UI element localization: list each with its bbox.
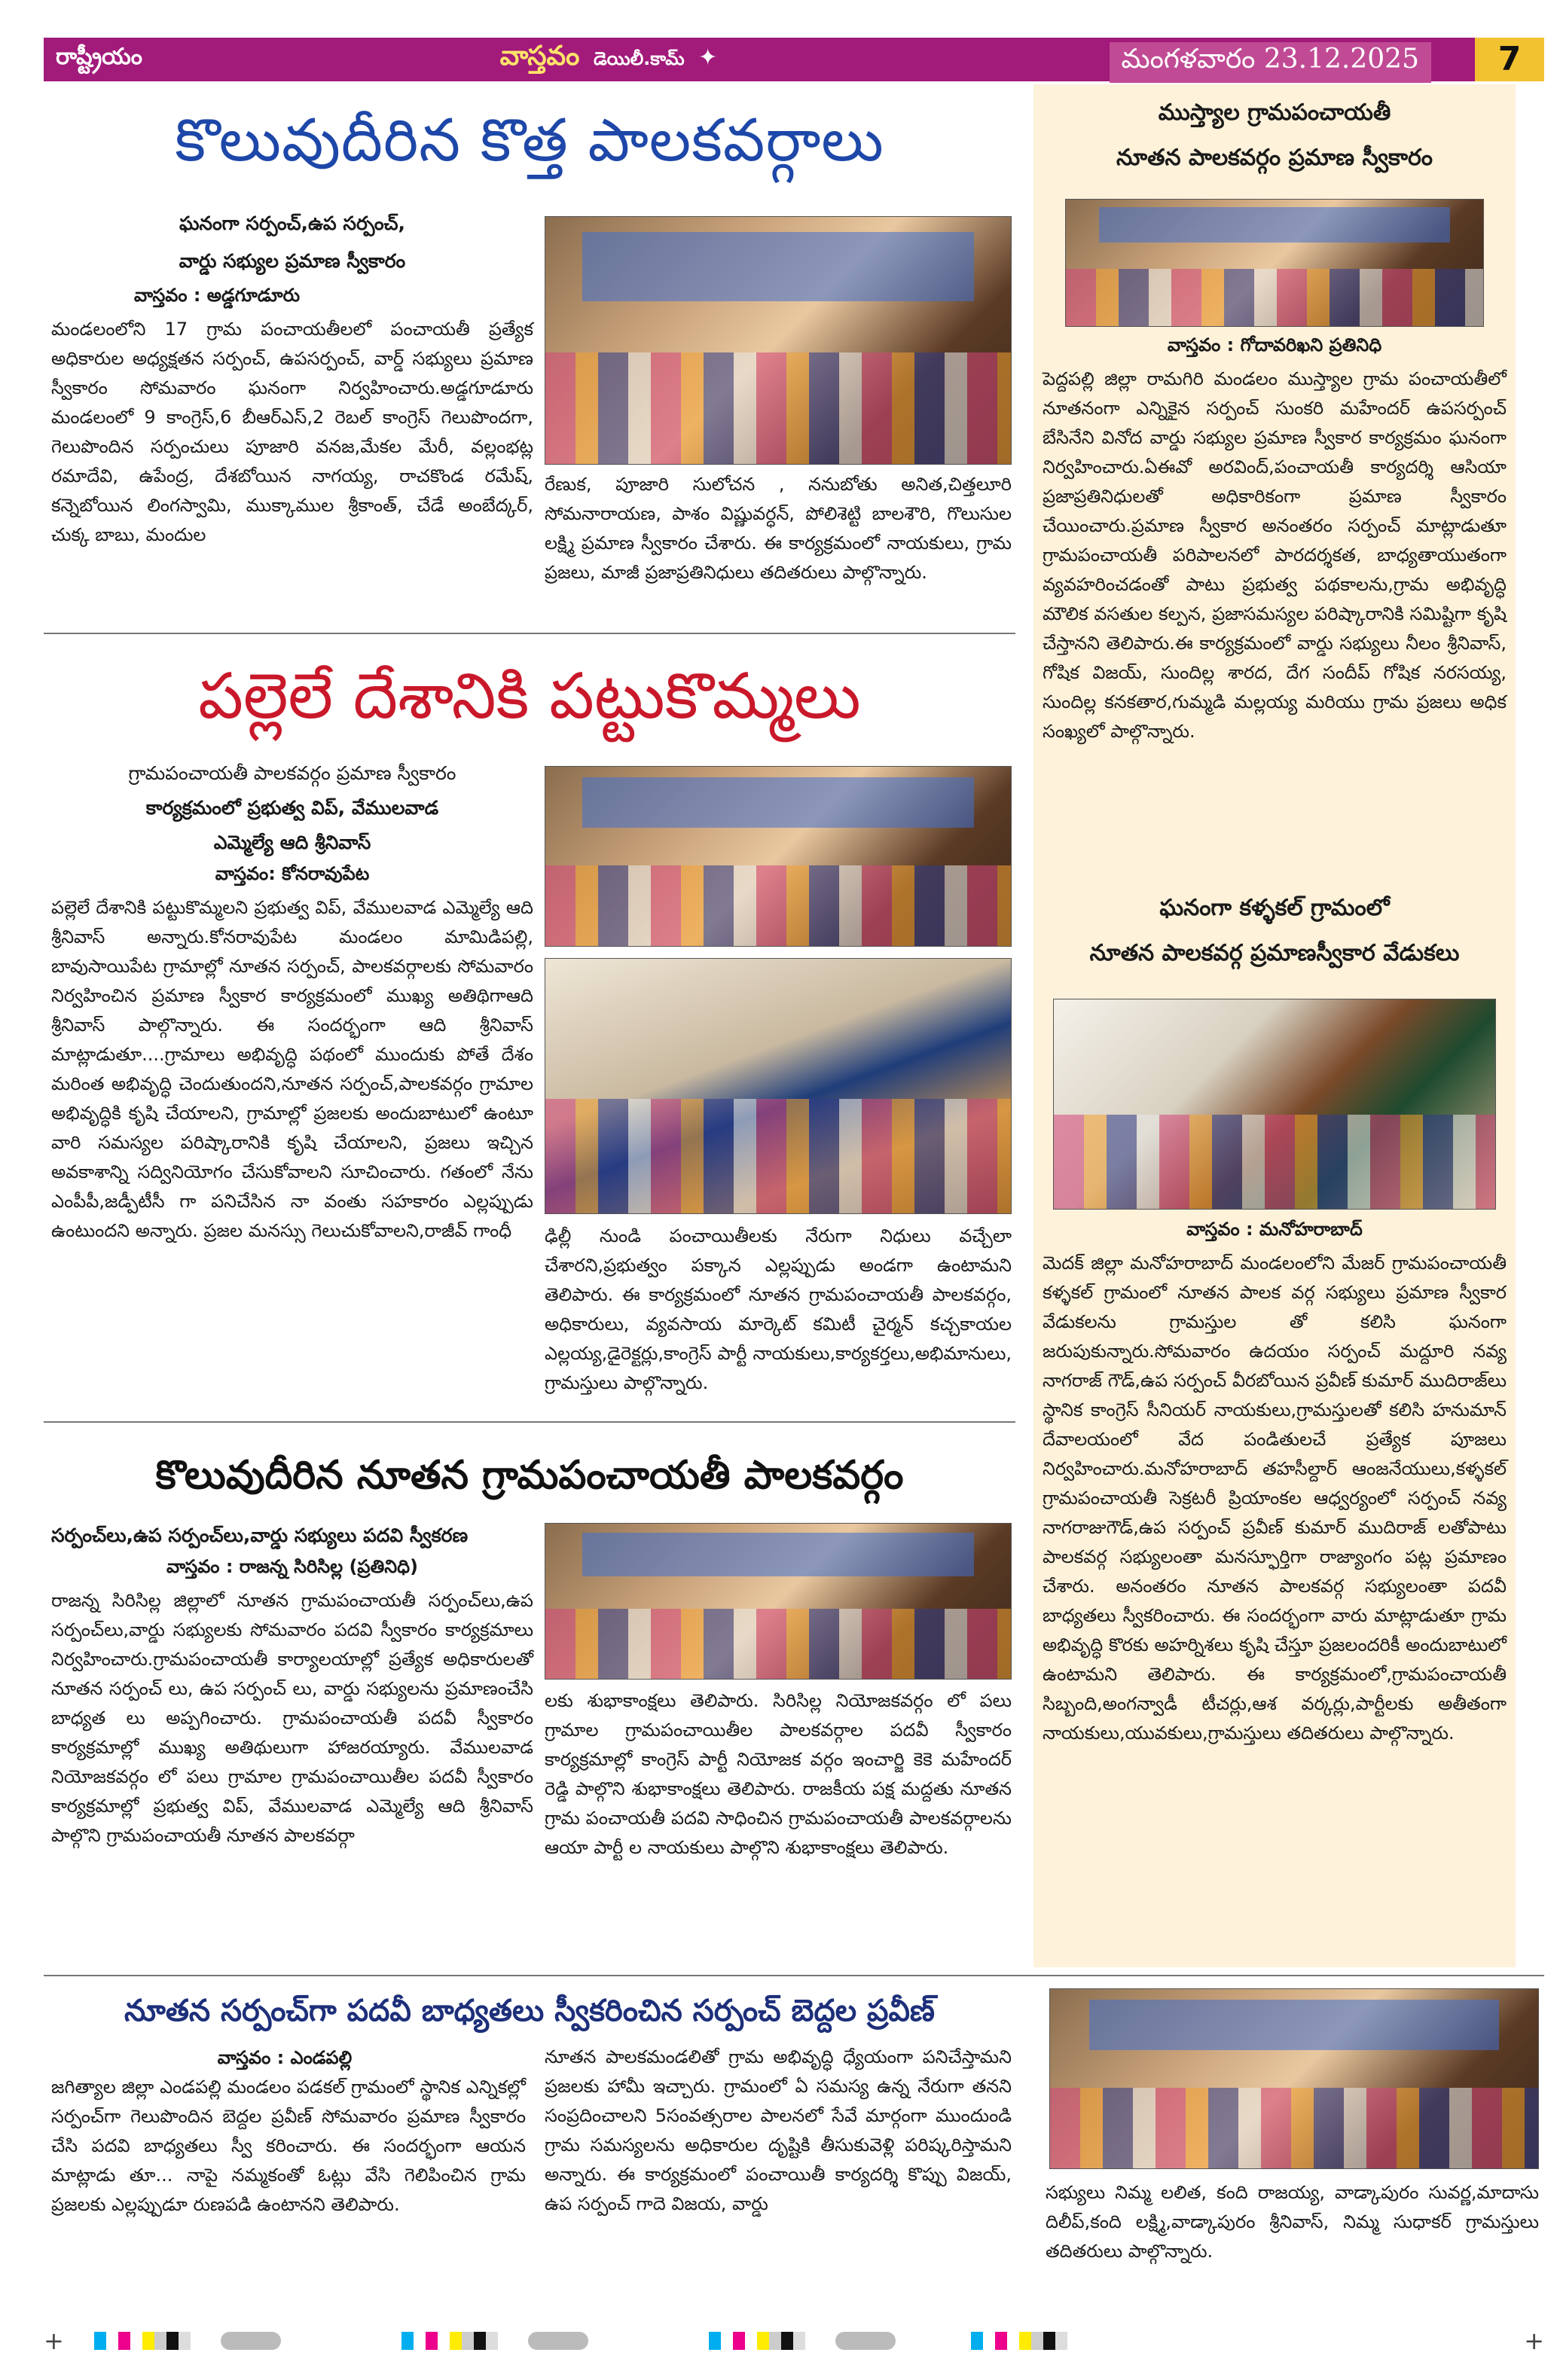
story-2-kicker-2: కార్యక్రమంలో ప్రభుత్వ విప్, వేములవాడ [145,797,439,819]
issue-date: మంగళవారం 23.12.2025 [1110,42,1431,83]
side-2-body: మెదక్ జిల్లా మనోహరాబాద్ మండలంలోని మేజర్ గ్రామపంచాయతీ కళ్ళకల్ గ్రామంలో నూతన పాలక వర్గ సభ్యులు ప్రమాణ స్వీకార వేడుకలను గ్రామస్తుల తో కలిసి ఘనంగా జరుపుకున్నారు.సోమవారం ఉదయం సర్పంచ్ మద్దూరి నవ్య నాగరాజ్ గౌడ్,ఉప సర్పంచ్ వీరబోయిన ప్రవీణ్ కుమార్ ముదిరాజ్‌లు స్థానిక కాంగ్రెస్ సీనియర్ నాయకులు,గ్రామస్తులతో కలిసి హనుమాన్ దేవాలయంలో వేద పండితులచే ప్రత్యేక పూజలు నిర్వహించారు.మనోహరాబాద్ తహసీల్దార్ ఆంజనేయులు,కళ్ళకల్ గ్రామపంచాయతీ సెక్రటరీ ప్రియాంకల ఆధ్వర్యంలో సర్పంచ్ నవ్య నాగరాజుగౌడ్,ఉప సర్పంచ్ ప్రవీణ్ కుమార్ ముదిరాజ్ లతోపాటు పాలకవర్గ సభ్యులంతా మనస్ఫూర్తిగా రాజ్యాంగం పట్ల ప్రమాణం చేశారు. అనంతరం నూతన పాలకవర్గ సభ్యులంతా పదవీ బాధ్యతలు స్వీకరించారు. ఈ సందర్భంగా వారు మాట్లాడుతూ గ్రామ అభివృద్ధి కొరకు అహర్నిశలు కృషి చేస్తూ ప్రజలందరికీ అందుబాటులో ఉంటామని తెలిపారు. ఈ కార్యక్రమంలో,గ్రామపంచాయతీ సిబ్బంది,అంగన్వాడీ టీచర్లు,ఆశ వర్కర్లు,పార్టీలకు అతీతంగా నాయకులు,యువకులు,గ్రామస్తులు తదితరులు పాల్గొన్నారు. [1043,1253,1507,1744]
story-2-photo-2 [545,958,1012,1214]
story-3-photo [545,1523,1012,1680]
story-1-headline: కొలువుదీరిన కొత్త పాలకవర్గాలు [175,107,884,175]
color-bar [401,2332,498,2350]
story-3-kicker-1: సర్పంచ్‌లు,ఉప సర్పంచ్‌లు,వార్డు సభ్యులు పదవి స్వీకరణ [51,1524,469,1546]
story-3-headline: కొలువుదీరిన నూతన గ్రామపంచాయతీ పాలకవర్గం [155,1452,904,1498]
side-1-headline-1: ముస్త్యాల గ్రామపంచాయతీ [1158,99,1391,126]
story-4-photo-caption: సభ్యులు నిమ్మ లలిత, కంది రాజయ్య, వాడ్కాపురం సువర్ణ,మాదాసు దిలీప్,కంది లక్ష్మి,వాడ్కాపురం శ్రీనివాస్, నిమ్మ సుధాకర్ గ్రామస్తులు తదితరులు పాల్గొన్నారు. [1046,2182,1539,2262]
color-bar [709,2332,805,2350]
divider [44,633,1015,634]
story-4 [44,1981,1544,2320]
bird-logo-icon: ✦ [698,44,718,71]
side-2-dateline: వాస్తవం : మనోహరాబాద్ [1186,1219,1363,1240]
story-4-body-mid: నూతన పాలకమండలితో గ్రామ అభివృద్ధి ధ్యేయంగా పనిచేస్తామని ప్రజలకు హామీ ఇచ్చారు. గ్రామంలో ఏ సమస్య ఉన్న నేరుగా తనని సంప్రదించాలని 5సంవత్సరాల పాలనలో సేవే మార్గంగా ముందుండి గ్రామ సమస్యలను అధికారుల దృష్టికి తీసుకువెళ్లి పరిష్కరిస్తామని అన్నారు. ఈ కార్యక్రమంలో పంచాయితీ కార్యదర్శి కొప్పు విజయ్, ఉప సర్పంచ్ గాదె విజయ, వార్డు [545,2046,1012,2214]
story-1-photo [545,216,1012,465]
registration-pill [835,2332,896,2350]
story-2-dateline: వాస్తవం: కోనరావుపేట [215,863,370,884]
side-1-headline-2: నూతన పాలకవర్గం ప్రమాణ స్వీకారం [1116,145,1433,171]
registration-pill [528,2332,588,2350]
story-4-dateline: వాస్తవం : ఎండపల్లి [217,2047,353,2068]
page-number: 7 [1475,38,1544,81]
side-1-photo [1065,199,1484,327]
story-2-photo-1 [545,766,1012,947]
print-registration-marks [44,2326,1544,2356]
side-story-2 [1033,895,1516,1748]
story-1-body-left: మండలంలోని 17 గ్రామ పంచాయతీలలో పంచాయతీ ప్రత్యేక అధికారుల అధ్యక్షతన సర్పంచ్, ఉపసర్పంచ్, వార్డ్ సభ్యులు ప్రమాణ స్వీకారం సోమవారం ఘనంగా నిర్వహించారు.అడ్డగూడూరు మండలంలో 9 కాంగ్రెస్,6 బీఆర్ఎస్,2 రెబల్ కాంగ్రెస్ గెలుపొందగా, గెలుపొందిన సర్పంచులు పూజారి వనజ,మేకల మేరీ, వల్లంభట్ల రమాదేవి, ఉపేంద్ర, దేశబోయిన నాగయ్య, రాచకొండ రమేష్, కన్నెబోయిన లింగస్వామి, ముక్కాముల శ్రీకాంత్, చేడే అంబేద్కర్, చుక్క బాబు, మందుల [51,319,533,545]
side-2-photo [1053,999,1496,1210]
registration-cross-icon: + [44,2327,64,2355]
side-2-headline-2: నూతన పాలకవర్గ ప్రమాణస్వీకార వేడుకలు [1089,940,1460,966]
story-1-body-right: రేణుక, పూజారి సులోచన , ననుబోతు అనిత,చిత్తలూరి సోమనారాయణ, పాశం విష్ణువర్ధన్, పోలిశెట్టి బాలశౌరి, గొలుసుల లక్ష్మి ప్రమాణ స్వీకారం చేశారు. ఈ కార్యక్రమంలో నాయకులు, గ్రామ ప్రజలు, మాజీ ప్రజాప్రతినిధులు తదితరులు పాల్గొన్నారు. [545,474,1012,583]
page-header-bar [44,38,1544,81]
brand-subtitle: డెయిలీ.కామ్ [593,48,685,69]
story-3-intro [51,1524,533,1851]
story-3 [44,1426,1015,2052]
registration-pill [221,2332,281,2350]
story-1 [44,84,1015,627]
newspaper-masthead [466,41,752,78]
story-3-body-right: లకు శుభాకాంక్షలు తెలిపారు. సిరిసిల్ల నియోజకవర్గం లో పలు గ్రామాల గ్రామపంచాయితీల పాలకవర్గాల పదవీ స్వీకారం కార్యక్రమాల్లో కాంగ్రెస్ పార్టీ నియోజక వర్గం ఇంచార్జి కెకె మహేందర్ రెడ్డి పాల్గొని శుభాకాంక్షలు తెలిపారు. రాజకీయ పక్ష మద్దతు నూతన గ్రామ పంచాయతీ పదవి సాధించిన గ్రామపంచాయతీ పాలకవర్గాలను ఆయా పార్టీ ల నాయకులు పాల్గొని శుభాకాంక్షలు తెలిపారు. [545,1690,1012,1858]
color-bar [94,2332,191,2350]
side-2-headline-1: ఘనంగా కళ్ళకల్ గ్రామంలో [1159,895,1390,921]
divider [44,1975,1544,1976]
story-2-body-right: ఢిల్లీ నుండి పంచాయితీలకు నేరుగా నిధులు వచ్చేలా చేశారని,ప్రభుత్వం పక్కాన ఎల్లప్పుడు అండగా ఉంటామని తెలిపారు. ఈ కార్యక్రమంలో నూతన గ్రామపంచాయతీ పాలకవర్గం, అధికారులు, వ్యవసాయ మార్కెట్ కమిటీ చైర్మన్ కచ్చకాయల ఎల్లయ్య,డైరెక్టర్లు,కాంగ్రెస్ పార్టీ నాయకులు,కార్యకర్తలు,అభిమానులు, గ్రామస్తులు పాల్గొన్నారు. [545,1225,1012,1393]
story-3-body-left: రాజన్న సిరిసిల్ల జిల్లాలో నూతన గ్రామపంచాయతీ సర్పంచ్‌లు,ఉప సర్పంచ్‌లు,వార్డు సభ్యులకు సోమవారం పదవి స్వీకారం కార్యక్రమాలు నిర్వహించారు.గ్రామపంచాయతీ కార్యాలయాల్లో ప్రత్యేక అధికారులతో నూతన సర్పంచ్ లు, ఉప సర్పంచ్ లు, వార్డు సభ్యులను ప్రమాణంచేసి బాధ్యత లు అప్పగించారు. గ్రామపంచాయతీ పదవీ స్వీకారం కార్యక్రమాల్లో ముఖ్య అతిథులుగా హాజరయ్యారు. వేములవాడ నియోజకవర్గం లో పలు గ్రామాల గ్రామపంచాయితీల పదవీ స్వీకారం కార్యక్రమాల్లో ప్రభుత్వ విప్, వేములవాడ ఎమ్మెల్యే ఆది శ్రీనివాస్ పాల్గొని గ్రామపంచాయతీ నూతన పాలకవర్గా [51,1590,533,1846]
story-4-photo [1049,1988,1539,2169]
story-1-kicker-1: ఘనంగా సర్పంచ్,ఉప సర్పంచ్, [179,212,406,234]
sidebar-column [1033,84,1516,1967]
section-label: రాష్ట్రీయం [56,44,142,70]
story-2-headline: పల్లెలే దేశానికి పట్టుకొమ్మలు [198,659,861,733]
brand-name: వాస్తవం [499,41,580,72]
story-2-body-left: పల్లెలే దేశానికి పట్టుకొమ్మలని ప్రభుత్వ విప్, వేములవాడ ఎమ్మెల్యే ఆది శ్రీనివాస్ అన్నారు.కోనరావుపేట మండలం మామిడిపల్లి, బావుసాయిపేట గ్రామాల్లో నూతన సర్పంచ్, పాలకవర్గాలకు సోమవారం నిర్వహించిన ప్రమాణ స్వీకార కార్యక్రమంలో ముఖ్య అతిథిగాఆది శ్రీనివాస్ పాల్గొన్నారు. ఈ సందర్భంగా ఆది శ్రీనివాస్ మాట్లాడుతూ....గ్రామాలు అభివృద్ధి పథంలో ముందుకు పోతే దేశం మరింత అభివృద్ధి చెందుతుందని,నూతన సర్పంచ్,పాలకవర్గం గ్రామాల అభివృద్ధికి కృషి చేయాలని, గ్రామాల్లో ప్రజలకు అందుబాటులో ఉంటూ వారి సమస్యల పరిష్కారానికి కృషి చేయాలని, ప్రజలు ఇచ్చిన అవకాశాన్ని సద్వినియోగం చేసుకోవాలని సూచించారు. గతంలో నేను ఎంపీపీ,జడ్పీటీసీ గా పనిచేసిన నా వంతు సహకారం ఎల్లప్పుడు ఉంటుందని అన్నారు. ప్రజల మనస్సు గెలుచుకోవాలని,రాజీవ్ గాంధీ [51,897,533,1241]
story-2-kicker-3: ఎమ్మెల్యే ఆది శ్రీనివాస్ [213,831,371,853]
story-1-intro [51,212,533,550]
side-story-1 [1033,84,1516,746]
divider [44,1421,1015,1423]
registration-cross-icon: + [1524,2327,1544,2355]
side-1-body: పెద్దపల్లి జిల్లా రామగిరి మండలం ముస్త్యాల గ్రామ పంచాయతీలో నూతనంగా ఎన్నికైన సర్పంచ్ సుంకరి మహేందర్ ఉపసర్పంచ్ బేసినేని వినోద వార్డు సభ్యుల ప్రమాణ స్వీకార కార్యక్రమం ఘనంగా నిర్వహించారు.ఏఈవో అరవింద్,పంచాయతీ కార్యదర్శి ఆసియా ప్రజాప్రతినిధులతో అధికారికంగా ప్రమాణ స్వీకారం చేయించారు.ప్రమాణ స్వీకార అనంతరం సర్పంచ్ మాట్లాడుతూ గ్రామపంచాయతీ పరిపాలనలో పారదర్శకత, బాధ్యతాయుతంగా వ్యవహరించడంతో పాటు ప్రభుత్వ పథకాలను,గ్రామ అభివృద్ధి మౌలిక వసతుల కల్పన, ప్రజాసమస్యల పరిష్కారానికి సమిష్టిగా కృషి చేస్తానని తెలిపారు.ఈ కార్యక్రమంలో వార్డు సభ్యులు నీలం శ్రీనివాస్, గోషిక విజయ్, సుందిల్ల శారద, దేగ సందీప్ గోషిక నరసయ్య, సుందిల్ల కనకతార,గుమ్మడి మల్లయ్య మరియు గ్రామ ప్రజలు అధిక సంఖ్యలో పాల్గొన్నారు. [1043,368,1507,742]
story-2 [44,638,1015,1414]
story-2-kicker-1: గ్రామపంచాయతీ పాలకవర్గం ప్రమాణ స్వీకారం [128,762,456,784]
story-4-headline: నూతన సర్పంచ్‌గా పదవీ బాధ్యతలు స్వీకరించిన సర్పంచ్ బెద్దల ప్రవీణ్ [124,1993,935,2028]
story-1-kicker-2: వార్డు సభ్యుల ప్రమాణ స్వీకారం [179,250,406,272]
color-bar [971,2332,1067,2350]
story-1-dateline: వాస్తవం : అడ్డగూడూరు [134,285,301,306]
side-1-dateline: వాస్తవం : గోదావరిఖని ప్రతినిధి [1167,334,1382,355]
story-4-body-left: జగిత్యాల జిల్లా ఎండపల్లి మండలం పడకల్ గ్రామంలో స్థానిక ఎన్నికల్లో సర్పంచ్‌గా గెలుపొందిన బెద్దల ప్రవీణ్ సోమవారం ప్రమాణ స్వీకారం చేసి పదవి బాధ్యతలు స్వీ కరించారు. ఈ సందర్భంగా ఆయన మాట్లాడు తూ... నాపై నమ్మకంతో ఓట్లు వేసి గెలిపించిన గ్రామ ప్రజలకు ఎల్లప్పుడూ రుణపడి ఉంటానని తెలిపారు. [51,2076,526,2215]
story-2-intro [51,762,533,1246]
story-3-dateline: వాస్తవం : రాజన్న సిరిసిల్ల (ప్రతినిధి) [166,1556,419,1577]
